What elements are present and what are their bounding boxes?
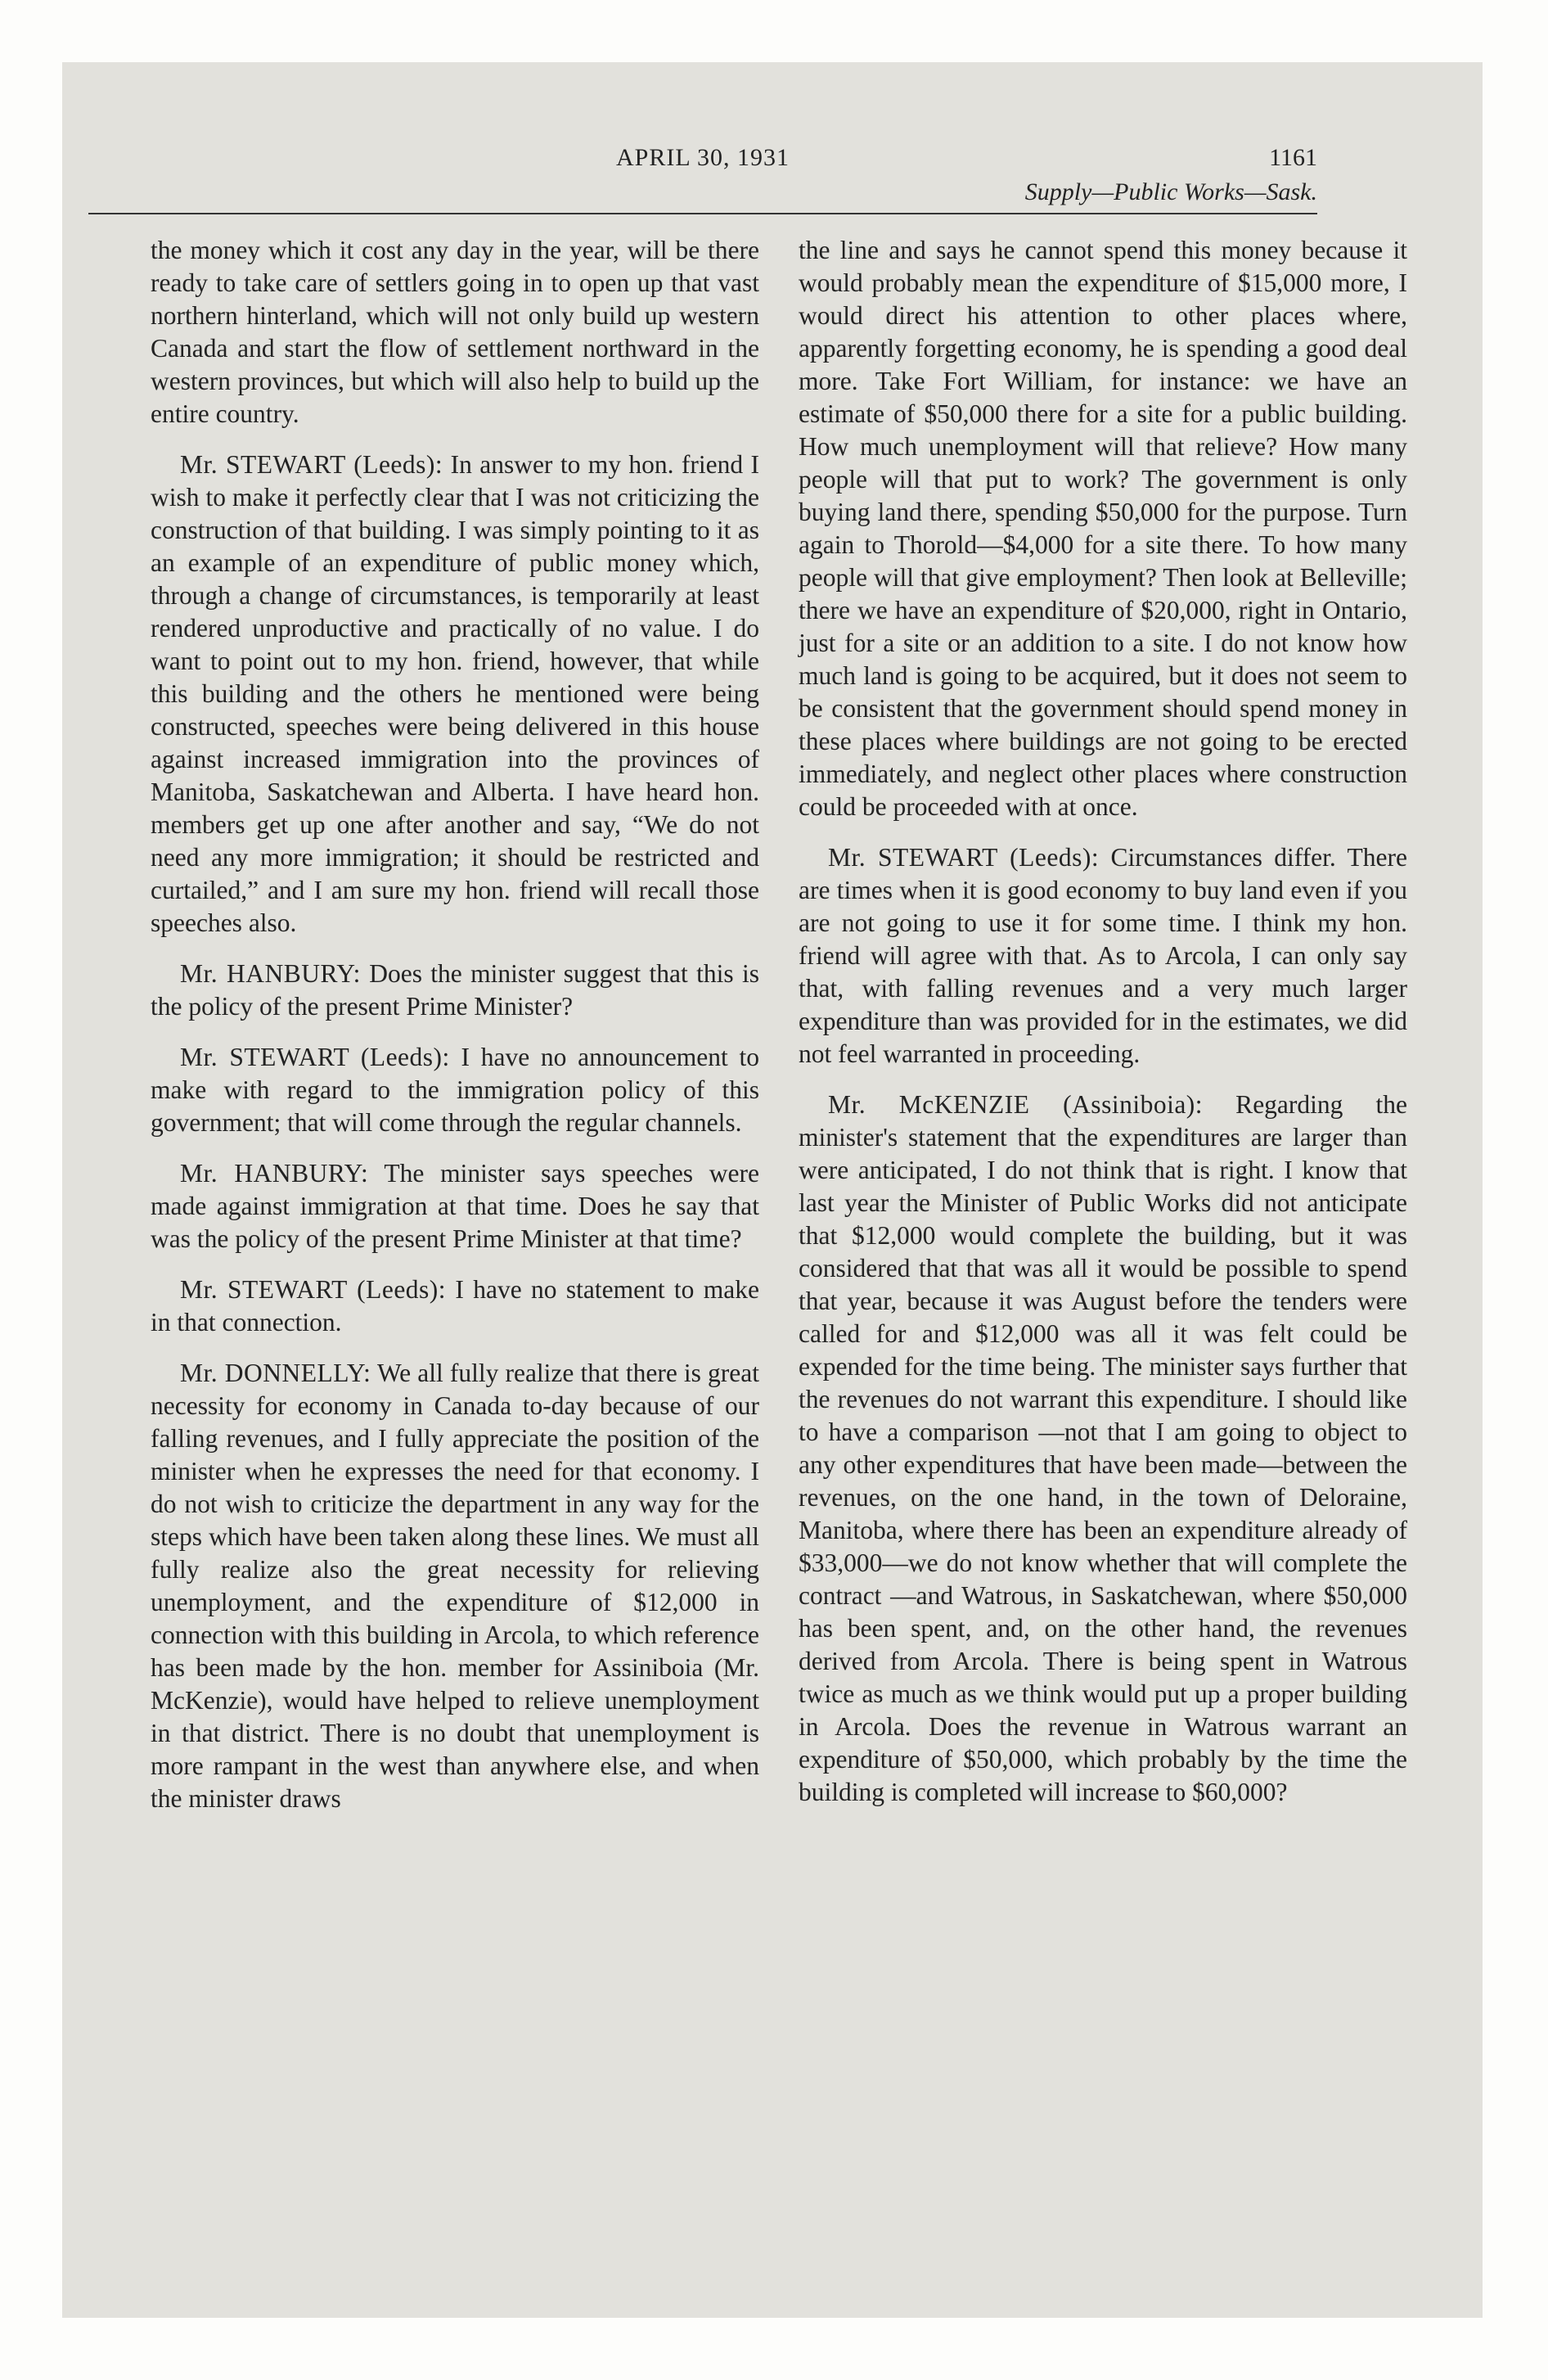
speaker-name: Mr. STEWART (Leeds): <box>180 1275 447 1304</box>
paragraph-text: We all fully realize that there is great necessity for economy in Canada to-day because of our falling revenues, and I fully appreciate the position of the minister when he expresses the need for that economy. I do not wish to criticize the department in any way for the steps which have been taken along these lines. We must all fully realize also the great necessity for relieving unemployment, and the expenditure of $12,000 in connection with this building in Arcola, to which reference has been made by the hon. member for Assiniboia (Mr. McKenzie), would have helped to relieve unemployment in that district. There is no doubt that unemployment is more rampant in the west than anywhere else, and when the minister draws <box>151 1359 759 1813</box>
paragraph <box>799 841 1407 1071</box>
header-rule <box>88 213 1317 214</box>
header-date: APRIL 30, 1931 <box>615 144 790 171</box>
paragraph-text: the line and says he cannot spend this money because it would probably mean the expenditure of $15,000 more, I would direct his attention to other places where, apparently forgetting economy, he is spending a good deal more. Take Fort William, for instance: we have an estimate of $50,000 there for a site for a public building. How much unemployment will that relieve? How many people will that put to work? The government is only buying land there, spending $50,000 for the purpose. Turn again to Thorold—$4,000 for a site there. To how many people will that give employment? Then look at Belleville; there we have an expenditure of $20,000, right in Ontario, just for a site or an addition to a site. I do not know how much land is going to be acquired, but it does not seem to be consistent that the government should spend money in these places where buildings are not going to be erected immediately, and neglect other places where construction could be proceeded with at once. <box>799 236 1407 821</box>
speaker-name: Mr. STEWART (Leeds): <box>180 1043 450 1071</box>
speaker-name: Mr. STEWART (Leeds): <box>180 450 443 479</box>
paragraph <box>151 1041 759 1139</box>
paragraph <box>151 1357 759 1815</box>
paragraph <box>799 234 1407 823</box>
paragraph <box>151 958 759 1023</box>
page-header <box>88 87 1317 205</box>
speaker-name: Mr. McKENZIE (Assiniboia): <box>828 1090 1204 1119</box>
page-number: 1161 <box>1269 144 1317 171</box>
speaker-name: Mr. STEWART (Leeds): <box>828 843 1100 872</box>
paragraph-text: I have no announcement to make with regard to the immigration policy of this government; that will come through the regular channels. <box>151 1043 760 1137</box>
speaker-name: Mr. DONNELLY: <box>180 1359 371 1387</box>
paragraph <box>151 1273 759 1339</box>
paragraph-text: Does the minister suggest that this is the policy of the present Prime Minister? <box>151 959 759 1021</box>
paragraph-text: The minister says speeches were made against immigration at that time. Does he say that was the policy of the present Prime Minister at that time? <box>151 1159 759 1253</box>
paragraph-text: I have no statement to make in that connection. <box>151 1275 759 1336</box>
left-column <box>151 234 759 1833</box>
running-title: Supply—Public Works—Sask. <box>1024 178 1317 205</box>
speaker-name: Mr. HANBURY: <box>180 1159 369 1188</box>
paragraph-text: Circumstances differ. There are times when it is good economy to buy land even if you are not going to use it for some time. I think my hon. friend will agree with that. As to Arcola, I can only say that, with falling revenues and a very much larger expenditure than was provided for in the estimates, we did not feel warranted in proceeding. <box>799 843 1407 1068</box>
paragraph <box>151 1157 759 1255</box>
paragraph <box>151 234 759 430</box>
paragraph-text: Regarding the minister's statement that the expenditures are larger than were anticipated, I do not think that is right. I know that last year the Minister of Public Works did not anticipate that $12,000 would complete the building, but it was considered that that was all it would be possible to spend that year, because it was August before the tenders were called for and $12,000 was all it was felt could be expended for the time being. The minister says further that the revenues do not warrant this expenditure. I should like to have a comparison —not that I am going to object to any other expenditures that have been made—between the revenues, on the one hand, in the town of Deloraine, Manitoba, where there has been an expenditure already of $33,000—we do not know whether that will complete the contract —and Watrous, in Saskatchewan, where $50,000 has been spent, and, on the other hand, the revenues derived from Arcola. There is being spent in Watrous twice as much as we think would put up a proper building in Arcola. Does the revenue in Watrous warrant an expenditure of $50,000, which probably by the time the building is completed will increase to $60,000? <box>799 1090 1407 1806</box>
paragraph <box>799 1089 1407 1809</box>
paragraph-text: In answer to my hon. friend I wish to make it perfectly clear that I was not criticizing the construction of that building. I was simply pointing to it as an example of an expenditure of public money which, through a change of circumstances, is temporarily at least rendered unproductive and practically of no value. I do want to point out to my hon. friend, however, that while this building and the others he mentioned were being constructed, speeches were being delivered in this house against increased immigration into the provinces of Manitoba, Saskatchewan and Alberta. I have heard hon. members get up one after another and say, “We do not need any more immigration; it should be restricted and curtailed,” and I am sure my hon. friend will recall those speeches also. <box>151 450 760 937</box>
speaker-name: Mr. HANBURY: <box>180 959 361 988</box>
paragraph-text: the money which it cost any day in the year, will be there ready to take care of settlers going in to open up that vast northern hinterland, which will not only build up western Canada and start the flow of settlement northward in the western provinces, but which will also help to build up the entire country. <box>151 236 759 428</box>
paragraph <box>151 449 759 940</box>
right-column <box>799 234 1407 1827</box>
